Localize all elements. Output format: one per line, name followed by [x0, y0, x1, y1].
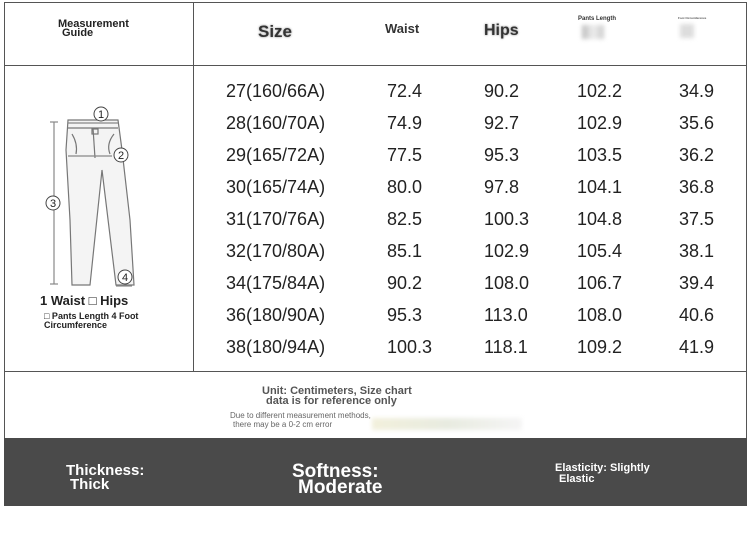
- size-cell: 34(175/84A): [226, 273, 326, 293]
- size-cell: 31(170/76A): [226, 209, 326, 229]
- table-row: [0, 209, 750, 241]
- elasticity-feature: [555, 463, 650, 485]
- size-cell: 38(180/94A): [226, 337, 326, 357]
- foot-cell: 39.4: [679, 273, 715, 293]
- table-row: [0, 337, 750, 369]
- waist-cell: 90.2: [387, 273, 423, 293]
- table-row: [0, 113, 750, 145]
- foot-cell: 36.8: [679, 177, 715, 197]
- elasticity-label: Elasticity: Slightly: [555, 462, 650, 474]
- foot-cell: 41.9: [679, 337, 715, 357]
- table-row: [0, 81, 750, 113]
- pants-length-cell: 103.5: [577, 145, 623, 165]
- size-cell: 30(165/74A): [226, 177, 326, 197]
- waist-cell: 74.9: [387, 113, 423, 133]
- thickness-value: Thick: [70, 476, 110, 493]
- blurred-decoration: [372, 418, 522, 430]
- waist-cell: 80.0: [387, 177, 423, 197]
- pants-length-cell: 104.1: [577, 177, 623, 197]
- hips-column-header: Hips: [484, 22, 519, 39]
- size-cell: 36(180/90A): [226, 305, 326, 325]
- table-row: [0, 177, 750, 209]
- error-note-line-2: there may be a 0-2 cm error: [233, 420, 333, 429]
- foot-cell: 34.9: [679, 81, 715, 101]
- pants-length-cell: 102.9: [577, 113, 623, 133]
- unit-note-line-2: data is for reference only: [266, 395, 397, 407]
- pants-length-cell: 109.2: [577, 337, 623, 357]
- hips-cell: 102.9: [484, 241, 530, 261]
- marker-1: 1: [97, 109, 105, 121]
- marker-4: 4: [121, 272, 129, 284]
- error-note: [230, 411, 371, 429]
- hips-cell: 108.0: [484, 273, 530, 293]
- waist-cell: 100.3: [387, 337, 433, 357]
- blurred-icon: [680, 24, 694, 38]
- foot-cell: 40.6: [679, 305, 715, 325]
- header-divider: [4, 65, 747, 66]
- softness-feature: [292, 461, 383, 498]
- guide-line-2: Guide: [62, 27, 94, 39]
- elasticity-value: Elastic: [559, 473, 595, 485]
- size-cell: 32(170/80A): [226, 241, 326, 261]
- waist-cell: 72.4: [387, 81, 423, 101]
- hips-cell: 118.1: [484, 337, 528, 357]
- pants-length-column-header: Pants Length: [578, 16, 617, 22]
- pants-length-cell: 102.2: [577, 81, 623, 101]
- foot-cell: 37.5: [679, 209, 715, 229]
- foot-circumference-column-header: Foot Circumference: [678, 16, 707, 20]
- size-column-header: Size: [258, 22, 293, 41]
- diagram-legend-main: 1 Waist □ Hips: [40, 293, 129, 308]
- hips-cell: 92.7: [484, 113, 520, 133]
- unit-note-line-1: Unit: Centimeters, Size chart: [262, 385, 412, 397]
- unit-note: [262, 386, 412, 406]
- softness-value: Moderate: [298, 477, 383, 498]
- pants-length-cell: 104.8: [577, 209, 623, 229]
- legend-sub-line-1: □ Pants Length 4 Foot: [44, 311, 139, 321]
- pants-length-cell: 105.4: [577, 241, 623, 261]
- error-note-line-1: Due to different measurement methods,: [230, 411, 371, 420]
- hips-cell: 90.2: [484, 81, 520, 101]
- softness-label: Softness:: [292, 461, 379, 482]
- size-cell: 28(160/70A): [226, 113, 326, 133]
- pants-length-cell: 106.7: [577, 273, 623, 293]
- table-row: [0, 145, 750, 177]
- waist-column-header: Waist: [385, 21, 420, 36]
- foot-cell: 35.6: [679, 113, 715, 133]
- foot-cell: 36.2: [679, 145, 715, 165]
- waist-cell: 77.5: [387, 145, 423, 165]
- table-bottom-divider: [4, 371, 747, 372]
- guide-line-1: Measurement: [58, 18, 129, 30]
- waist-cell: 82.5: [387, 209, 423, 229]
- waist-cell: 85.1: [387, 241, 423, 261]
- thickness-label: Thickness:: [66, 462, 145, 479]
- blurred-icon: [582, 25, 604, 39]
- hips-cell: 100.3: [484, 209, 530, 229]
- table-row: [0, 305, 750, 337]
- marker-3: 3: [49, 198, 57, 210]
- hips-cell: 113.0: [484, 305, 528, 325]
- size-cell: 29(165/72A): [226, 145, 326, 165]
- hips-cell: 97.8: [484, 177, 520, 197]
- marker-2: 2: [117, 150, 125, 162]
- measurement-guide-heading: [58, 20, 129, 38]
- foot-cell: 38.1: [679, 241, 715, 261]
- size-cell: 27(160/66A): [226, 81, 326, 101]
- thickness-feature: [66, 464, 144, 492]
- legend-sub-line-2: Circumference: [44, 320, 108, 330]
- table-row: [0, 241, 750, 273]
- pants-length-cell: 108.0: [577, 305, 623, 325]
- waist-cell: 95.3: [387, 305, 423, 325]
- hips-cell: 95.3: [484, 145, 520, 165]
- table-row: [0, 273, 750, 305]
